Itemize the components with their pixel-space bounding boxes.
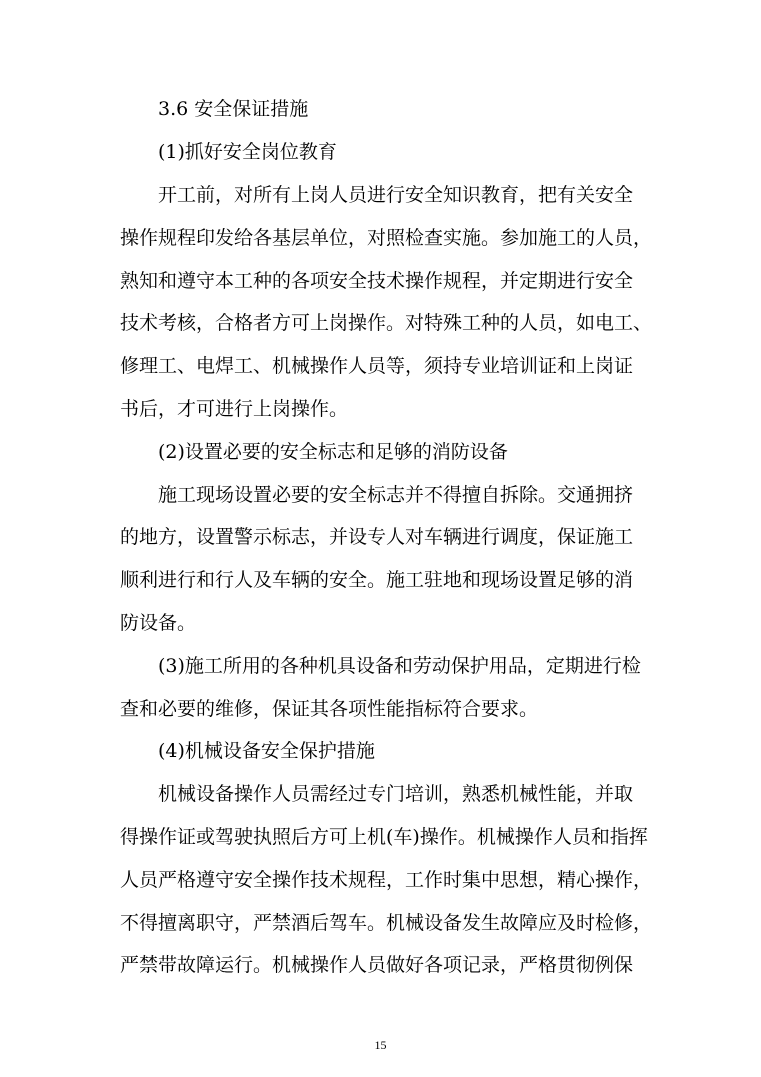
- paragraph-line: 顺利进行和行人及车辆的安全。施工驻地和现场设置足够的消: [120, 569, 634, 591]
- paragraph-line: 操作规程印发给各基层单位，对照检查实施。参加施工的人员，: [120, 227, 653, 249]
- paragraph-line: 技术考核，合格者方可上岗操作。对特殊工种的人员，如电工、: [120, 312, 653, 334]
- section-heading: 3.6 安全保证措施: [158, 98, 309, 120]
- paragraph-line: 修理工、电焊工、机械操作人员等，须持专业培训证和上岗证: [120, 355, 634, 377]
- paragraph-line: 机械设备操作人员需经过专门培训，熟悉机械性能，并取: [158, 783, 634, 805]
- paragraph-line: 不得擅离职守，严禁酒后驾车。机械设备发生故障应及时检修，: [120, 912, 653, 934]
- paragraph-line: 熟知和遵守本工种的各项安全技术操作规程，并定期进行安全: [120, 270, 634, 292]
- subheading-1: (1)抓好安全岗位教育: [158, 141, 337, 163]
- paragraph-line: (3)施工所用的各种机具设备和劳动保护用品，定期进行检: [158, 655, 641, 677]
- paragraph-line: 书后，才可进行上岗操作。: [120, 398, 349, 420]
- subheading-4: (4)机械设备安全保护措施: [158, 740, 375, 762]
- paragraph-line: 施工现场设置必要的安全标志并不得擅自拆除。交通拥挤: [158, 484, 634, 506]
- paragraph-line: 的地方，设置警示标志，并设专人对车辆进行调度，保证施工: [120, 526, 634, 548]
- paragraph-line: 查和必要的维修，保证其各项性能指标符合要求。: [120, 698, 539, 720]
- paragraph-line: 开工前，对所有上岗人员进行安全知识教育，把有关安全: [158, 184, 634, 206]
- page-number: 15: [374, 1038, 387, 1052]
- paragraph-line: 得操作证或驾驶执照后方可上机(车)操作。机械操作人员和指挥: [120, 826, 648, 848]
- paragraph-line: 人员严格遵守安全操作技术规程，工作时集中思想，精心操作，: [120, 869, 653, 891]
- paragraph-line: 严禁带故障运行。机械操作人员做好各项记录，严格贯彻例保: [120, 954, 634, 976]
- subheading-2: (2)设置必要的安全标志和足够的消防设备: [158, 441, 508, 463]
- paragraph-line: 防设备。: [120, 612, 197, 634]
